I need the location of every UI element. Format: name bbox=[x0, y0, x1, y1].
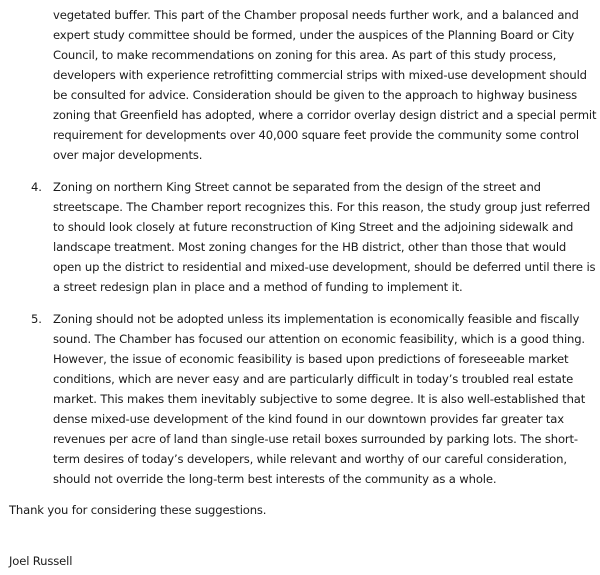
text-line: be consulted for advice. Consideration should be given to the approach to highway business bbox=[53, 88, 578, 102]
text-line: should not override the long-term best interests of the community as a whole. bbox=[53, 472, 497, 486]
text-line: expert study committee should be formed, under the auspices of the Planning Board or City bbox=[53, 28, 575, 42]
text-line: dense mixed-use development of the kind found in our downtown provides far greater tax bbox=[53, 412, 564, 426]
text-line: Zoning should not be adopted unless its implementation is economically feasible and fiscally bbox=[53, 312, 580, 326]
text-line: However, the issue of economic feasibility is based upon predictions of foreseeable market bbox=[53, 352, 569, 366]
text-line: vegetated buffer. This part of the Chamber proposal needs further work, and a balanced and bbox=[53, 8, 579, 22]
text-line: requirement for developments over 40,000 square feet provide the community some control bbox=[53, 128, 579, 142]
text-line: developers with experience retrofitting commercial strips with mixed-use development should bbox=[53, 68, 587, 82]
signature-name: Joel Russell bbox=[9, 554, 73, 568]
text-line: term desires of today’s developers, while relevant and worthy of our careful consideration, bbox=[53, 452, 567, 466]
list-number: 5. bbox=[31, 312, 42, 326]
text-line: conditions, which are never easy and are particularly difficult in today’s troubled real estate bbox=[53, 372, 574, 386]
text-line: open up the district to residential and mixed-use development, should be deferred until there is bbox=[53, 260, 596, 274]
text-line: to should look closely at future reconstruction of King Street and the adjoining sidewalk and bbox=[53, 220, 574, 234]
closing-line: Thank you for considering these suggestions. bbox=[9, 503, 267, 517]
text-line: streetscape. The Chamber report recognizes this. For this reason, the study group just referred bbox=[53, 200, 591, 214]
text-line: Zoning on northern King Street cannot be separated from the design of the street and bbox=[53, 180, 541, 194]
text-line: sound. The Chamber has focused our attention on economic feasibility, which is a good thing. bbox=[53, 332, 585, 346]
text-line: revenues per acre of land than single-use retail boxes surrounded by parking lots. The short- bbox=[53, 432, 578, 446]
text-line: landscape treatment. Most zoning changes for the HB district, other than those that would bbox=[53, 240, 567, 254]
text-line: Council, to make recommendations on zoning for this area. As part of this study process, bbox=[53, 48, 557, 62]
text-line: over major developments. bbox=[53, 148, 203, 162]
text-line: market. This makes them inevitably subjective to some degree. It is also well-established that bbox=[53, 392, 586, 406]
text-line: a street redesign plan in place and a method of funding to implement it. bbox=[53, 280, 463, 294]
list-number: 4. bbox=[31, 180, 42, 194]
text-line: zoning that Greenfield has adopted, where a corridor overlay design district and a special permit bbox=[53, 108, 597, 122]
